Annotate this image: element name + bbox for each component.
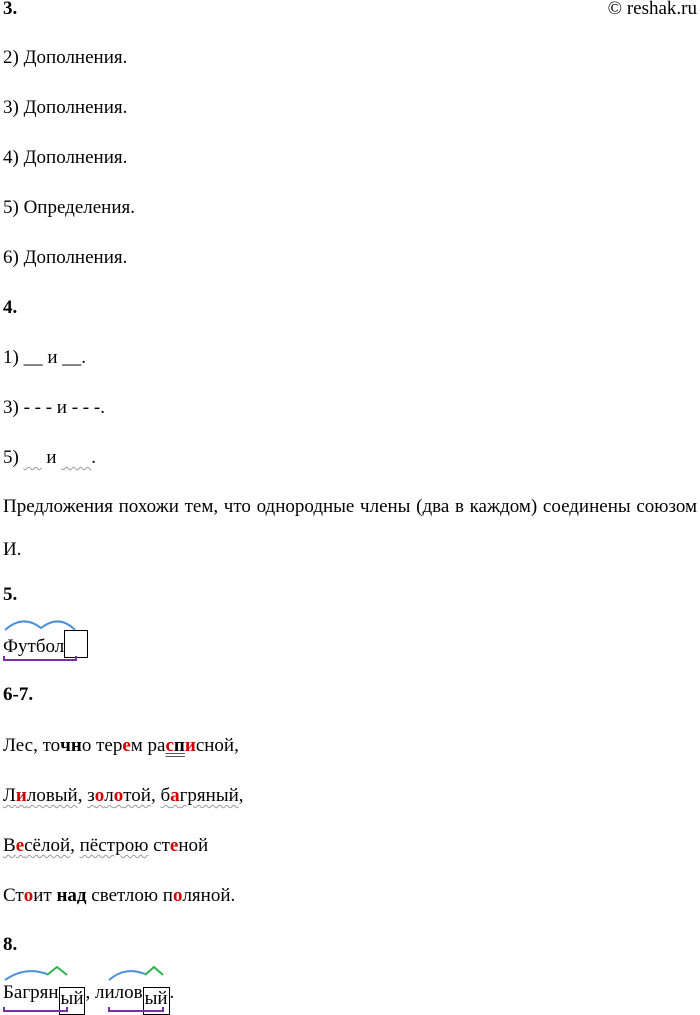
poem-text: гряный: [179, 785, 239, 806]
poem-text: пёстрою: [79, 835, 149, 856]
poem-text: б: [160, 785, 171, 806]
poem-bold: над: [56, 885, 87, 906]
scheme-5-end: .: [91, 447, 96, 468]
section-67-number: 6-7.: [3, 684, 34, 705]
scheme-5-and: и: [46, 447, 57, 468]
answer-line-4: 4) Дополнения.: [3, 147, 128, 168]
poem-red-letter: о: [94, 785, 105, 806]
answer-line-5: 5) Определения.: [3, 197, 135, 218]
poem-text: сёлой: [24, 835, 71, 856]
poem-text: з: [87, 785, 95, 806]
section-3-number: 3.: [3, 0, 18, 19]
period: .: [169, 982, 175, 1003]
poem-red-letter: о: [113, 785, 124, 806]
poem-red-letter: а: [170, 785, 180, 806]
poem-text: сной,: [195, 735, 239, 756]
zero-ending-box: [64, 630, 88, 658]
scheme-line-1: 1) __ и __.: [3, 347, 86, 368]
poem-text: ловый: [26, 785, 78, 806]
poem-line-2: [3, 785, 244, 807]
poem-text: л: [104, 785, 114, 806]
copyright: © reshak.ru: [607, 0, 697, 19]
scheme-line-5: [3, 447, 96, 469]
poem-text: ,: [70, 835, 80, 856]
poem-text: о тер: [81, 735, 123, 756]
scheme-5-prefix: 5): [3, 447, 19, 468]
word-root: лилов: [94, 982, 143, 1003]
word-root: Багрян: [3, 982, 59, 1003]
word-football: [3, 630, 88, 658]
poem-line-3: [3, 835, 208, 857]
poem-red-letter: е: [15, 835, 25, 856]
poem-text: той: [123, 785, 151, 806]
poem-red-letter: е: [122, 735, 131, 756]
poem-red-letter: и: [15, 785, 27, 806]
poem-red-letter: о: [172, 885, 183, 906]
poem-text: Лес, то: [3, 735, 61, 756]
poem-text: ,: [77, 785, 88, 806]
poem-red-letter: и: [184, 735, 196, 756]
scheme-line-3: 3) - - - и - - -.: [3, 397, 105, 418]
poem-text: ляной.: [182, 885, 236, 906]
ending-box: ый: [59, 987, 86, 1015]
poem-text: В: [3, 835, 16, 856]
poem-red-letter: о: [23, 885, 34, 906]
section-5-number: 5.: [3, 584, 18, 605]
poem-text: м ра: [130, 735, 166, 756]
conclusion-paragraph: Предложения похожи тем, что однородные члены (два в каждом) соединены союзом И.: [3, 496, 697, 560]
poem-red-letter: е: [169, 835, 179, 856]
section-8-number: 8.: [3, 934, 18, 955]
poem-text: Л: [3, 785, 16, 806]
comma: ,: [85, 982, 91, 1003]
poem-text: ,: [150, 785, 161, 806]
ending-box: ый: [143, 987, 170, 1015]
word-football-text: Футбол: [3, 636, 65, 657]
poem-red-letter: с: [165, 735, 174, 756]
wavy-blank-1: ___: [23, 452, 42, 466]
poem-text: ,: [238, 785, 244, 806]
poem-line-4: [3, 885, 235, 907]
answer-line-2: 2) Дополнения.: [3, 47, 128, 68]
poem-bold: п: [173, 735, 185, 756]
stem-brackets-icon: [3, 1007, 203, 1013]
answer-line-3: 3) Дополнения.: [3, 97, 128, 118]
poem-line-1: [3, 735, 239, 757]
poem-bold: чн: [60, 735, 82, 756]
poem-text: Ст: [3, 885, 24, 906]
poem-text: ит: [33, 885, 57, 906]
poem-text: ной: [178, 835, 209, 856]
stem-bracket-icon: [3, 656, 79, 662]
wavy-blank-2: _____: [61, 452, 92, 466]
poem-text: ст: [148, 835, 170, 856]
answer-line-6: 6) Дополнения.: [3, 247, 128, 268]
section-4-number: 4.: [3, 297, 18, 318]
poem-text: светлою п: [86, 885, 173, 906]
